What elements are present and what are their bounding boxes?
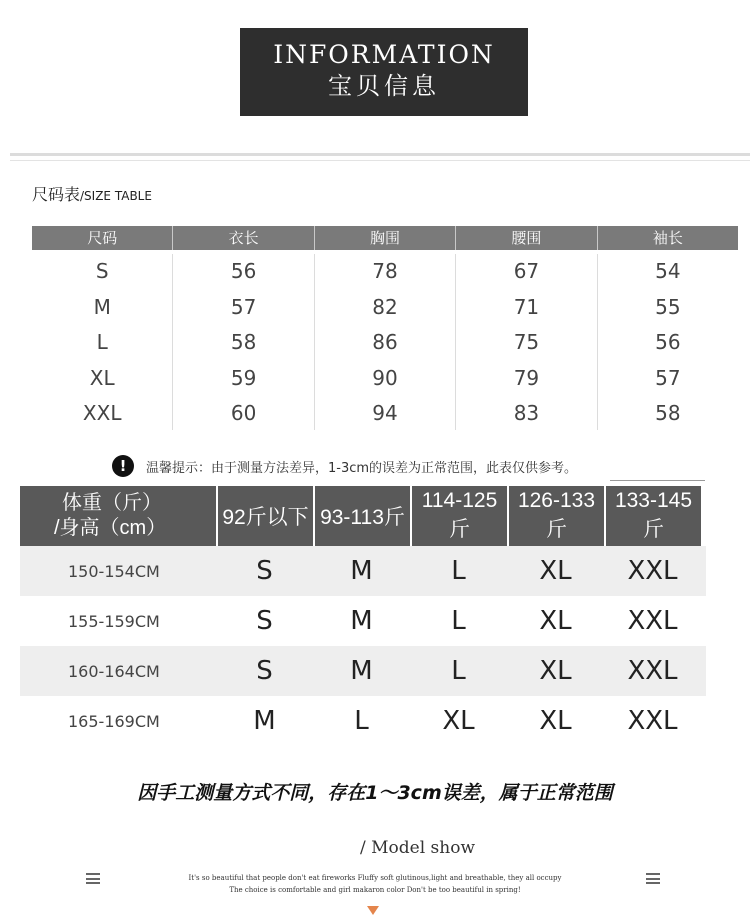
sleeve-column xyxy=(598,254,738,430)
weight-height-corner xyxy=(20,486,216,546)
size-header-cell: 胸围 xyxy=(315,226,456,250)
weight-header-cell: 92斤以下 xyxy=(218,486,313,546)
height-label: 150-154CM xyxy=(68,561,160,581)
size-column xyxy=(32,254,173,430)
size-cell: M xyxy=(93,294,111,319)
size-cell: 58 xyxy=(230,330,257,354)
bust-column xyxy=(315,254,456,430)
size-value: XL xyxy=(539,606,572,636)
size-cell: 55 xyxy=(655,294,681,319)
size-cell: 56 xyxy=(230,259,257,283)
height-label: 165-169CM xyxy=(68,711,160,731)
size-table-title xyxy=(32,182,152,205)
size-cell: L xyxy=(96,330,108,354)
down-arrow-icon xyxy=(367,906,379,915)
size-value: XL xyxy=(539,656,572,686)
size-table-title-cn: 尺码表 xyxy=(32,185,81,204)
weight-height-table xyxy=(20,486,706,746)
size-cell: 78 xyxy=(372,259,398,283)
size-value: XL xyxy=(442,706,475,736)
size-cell: S xyxy=(95,259,109,283)
waist-column xyxy=(456,254,597,430)
size-value: XXL xyxy=(627,606,678,636)
measurement-notice xyxy=(112,455,577,477)
size-value: L xyxy=(451,556,466,586)
size-cell: 90 xyxy=(372,365,398,390)
information-banner xyxy=(240,28,528,116)
model-show-title: / Model show xyxy=(360,838,476,858)
size-cell: 79 xyxy=(513,365,540,390)
size-value: M xyxy=(350,656,373,686)
size-table-header xyxy=(32,226,738,250)
height-label: 155-159CM xyxy=(68,611,160,631)
banner-title-en: INFORMATION xyxy=(273,40,495,69)
size-value: M xyxy=(350,556,373,586)
size-value: XXL xyxy=(627,706,678,736)
size-value: M xyxy=(253,706,276,736)
size-cell: 58 xyxy=(655,401,681,425)
size-cell: 57 xyxy=(230,294,257,319)
banner-title-cn: 宝贝信息 xyxy=(328,72,440,100)
weight-table-header xyxy=(20,486,706,546)
size-cell: 56 xyxy=(655,330,681,354)
size-header-cell: 袖长 xyxy=(652,229,683,247)
size-value: S xyxy=(256,606,273,636)
weight-header-cell: 114-125斤 xyxy=(412,486,507,546)
divider-thick xyxy=(10,153,750,156)
size-cell: 75 xyxy=(513,330,540,354)
weight-header-cell: 126-133斤 xyxy=(509,486,604,546)
size-cell: 82 xyxy=(372,294,398,319)
size-table-title-en: /SIZE TABLE xyxy=(80,189,152,203)
weight-header-cell: 133-145斤 xyxy=(606,486,701,546)
size-value: M xyxy=(350,606,373,636)
size-value: XL xyxy=(539,706,572,736)
size-value: XXL xyxy=(627,556,678,586)
size-cell: 59 xyxy=(230,365,257,390)
size-value: L xyxy=(451,656,466,686)
length-column xyxy=(173,254,314,430)
size-cell: 83 xyxy=(513,401,540,425)
size-header-cell: 衣长 xyxy=(173,226,314,250)
size-cell: XL xyxy=(89,365,115,390)
size-cell: 57 xyxy=(655,365,681,390)
table-row xyxy=(20,546,706,596)
size-value: XXL xyxy=(627,656,678,686)
size-cell: 60 xyxy=(230,401,257,425)
model-tagline-2: The choice is comfortable and girl makaron color Don't be too beautiful in spring! xyxy=(229,886,521,894)
size-value: L xyxy=(354,706,369,736)
measurement-remark: 因手工测量方式不同，存在1～3cm误差，属于正常范围 xyxy=(137,782,613,804)
size-value: XL xyxy=(539,556,572,586)
table-row xyxy=(20,596,706,646)
size-table-body xyxy=(32,254,738,430)
weight-header-cell: 93-113斤 xyxy=(315,486,410,546)
table-row xyxy=(20,696,706,746)
notice-underline xyxy=(610,480,705,481)
size-cell: 86 xyxy=(372,330,398,354)
size-cell: XXL xyxy=(82,401,122,425)
table-row xyxy=(20,646,706,696)
size-cell: 54 xyxy=(655,259,681,283)
corner-weight-label: 体重（斤） xyxy=(62,492,162,514)
exclamation-icon: ! xyxy=(112,455,134,477)
size-value: S xyxy=(256,656,273,686)
size-value: L xyxy=(451,606,466,636)
notice-text: 温馨提示：由于测量方法差异，1-3cm的误差为正常范围，此表仅供参考。 xyxy=(146,460,578,476)
corner-height-label: /身高（cm） xyxy=(54,517,167,539)
size-header-cell: 尺码 xyxy=(32,226,173,250)
size-cell: 67 xyxy=(513,259,540,283)
height-label: 160-164CM xyxy=(68,661,160,681)
model-tagline-1: It's so beautiful that people don't eat fireworks Fluffy soft glutinous,light and breathable, they all occupy xyxy=(188,874,562,882)
size-header-cell: 腰围 xyxy=(456,226,597,250)
divider-thin xyxy=(10,160,750,161)
size-cell: 71 xyxy=(513,294,540,319)
size-cell: 94 xyxy=(372,401,398,425)
size-value: S xyxy=(256,556,273,586)
